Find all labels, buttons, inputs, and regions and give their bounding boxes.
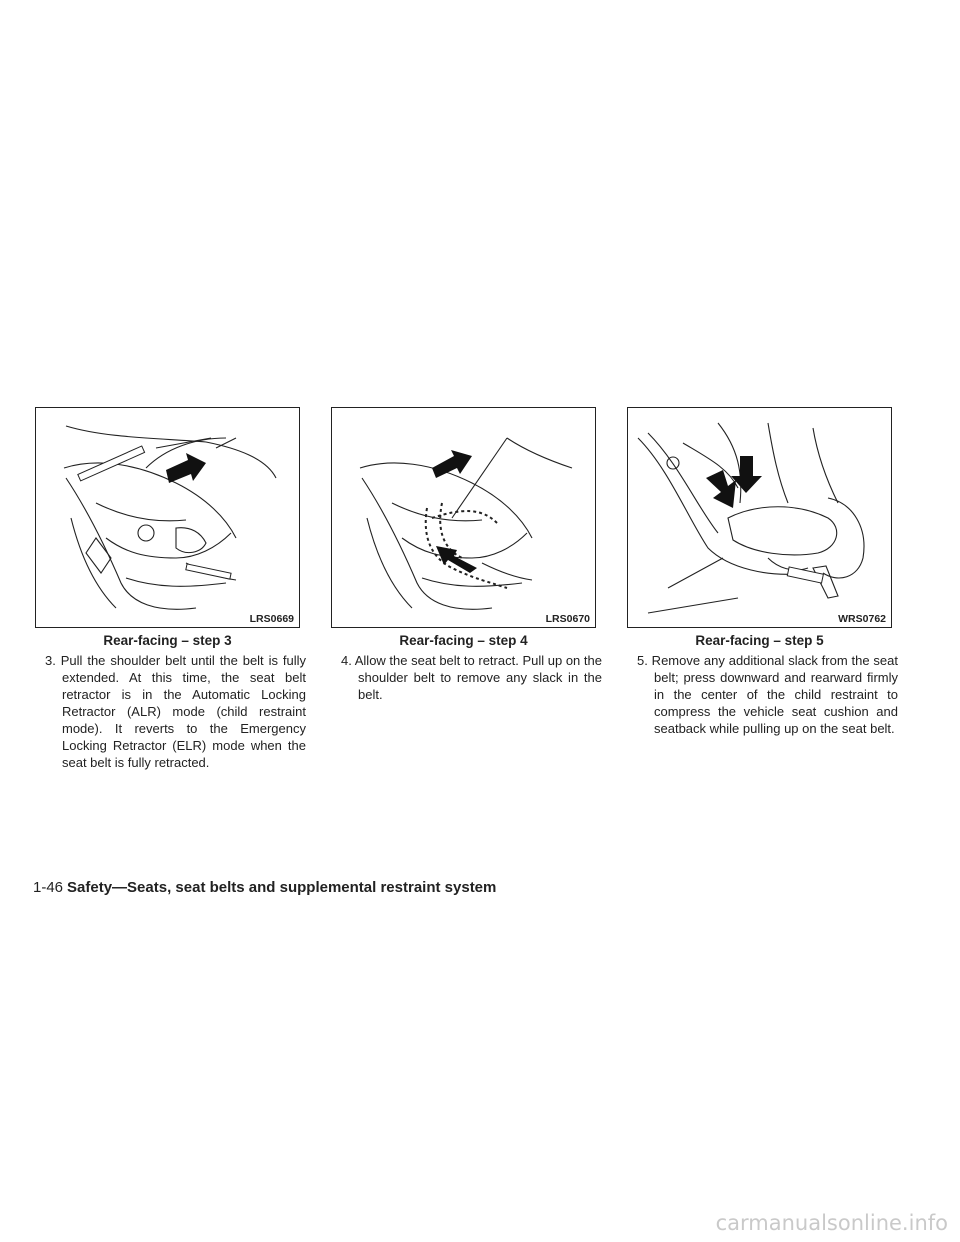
page-footer: [33, 879, 496, 896]
figure-caption: Rear-facing – step 5: [695, 633, 824, 648]
illustration-step-3: [36, 408, 300, 628]
figure-caption: Rear-facing – step 3: [103, 633, 232, 648]
figure-code: WRS0762: [838, 613, 886, 625]
step-paragraph: 3. Pull the shoulder belt until the belt is fully extended. At this time, the seat belt retractor is in the Automatic Locking Retractor (ALR) mode (child restraint mode). It reverts to the Emergency Locking Retractor (ELR) mode when the seat belt is fully retracted.: [45, 653, 306, 770]
figure-caption: Rear-facing – step 4: [399, 633, 528, 648]
page-number: 1-46: [33, 879, 64, 896]
step-4-text: [341, 652, 602, 703]
figure-rear-facing-step-3: [35, 407, 300, 628]
illustration-step-5: [628, 408, 892, 628]
figure-code: LRS0670: [545, 613, 590, 625]
step-3-text: [45, 652, 306, 771]
figure-rear-facing-step-5: [627, 407, 892, 628]
section-title: Safety—Seats, seat belts and supplemental restraint system: [67, 879, 497, 896]
step-5-text: [637, 652, 898, 737]
watermark: carmanualsonline.info: [715, 1211, 948, 1235]
figure-rear-facing-step-4: [331, 407, 596, 628]
figure-code: LRS0669: [249, 613, 294, 625]
illustration-step-4: [332, 408, 596, 628]
step-paragraph: 4. Allow the seat belt to retract. Pull up on the shoulder belt to remove any slack in the belt.: [341, 653, 602, 702]
step-paragraph: 5. Remove any additional slack from the seat belt; press downward and rearward firmly in the center of the child restraint to compress the vehicle seat cushion and seatback while pulling up on the seat belt.: [637, 653, 898, 736]
